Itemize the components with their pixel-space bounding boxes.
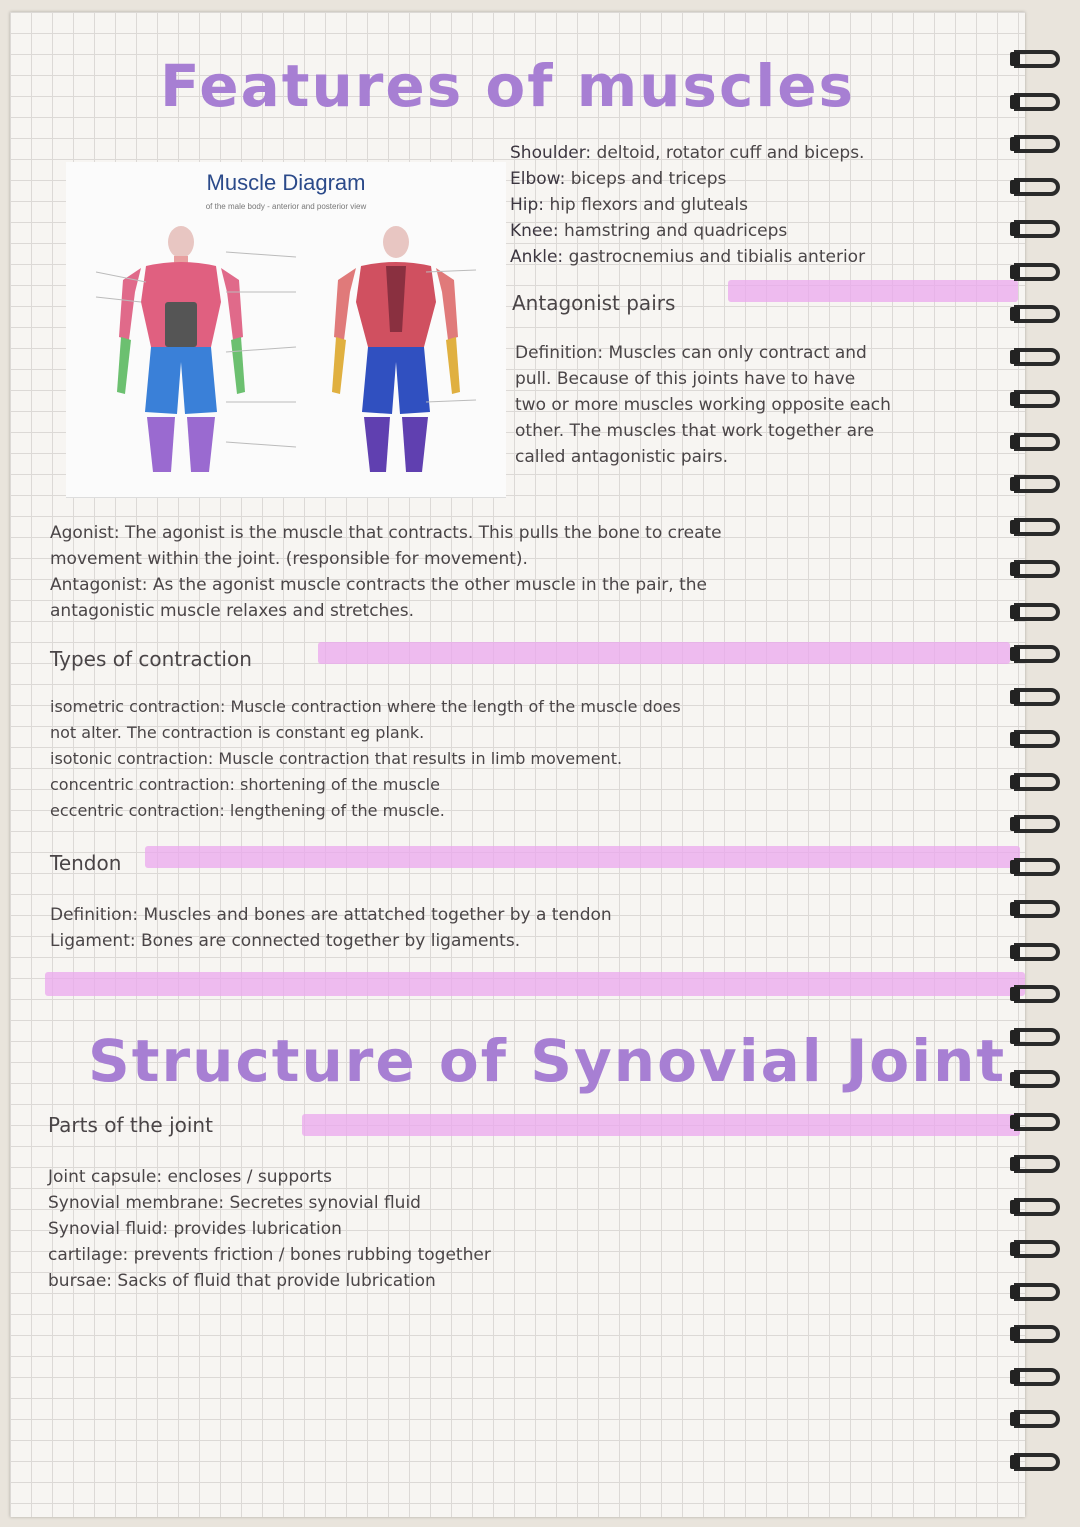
spiral-hole	[1010, 477, 1020, 491]
spiral-ring	[1014, 645, 1060, 663]
tendon-line: Definition: Muscles and bones are attatched together by a tendon	[50, 905, 612, 925]
spiral-hole	[1010, 350, 1020, 364]
definition-line: called antagonistic pairs.	[515, 447, 729, 467]
spiral-hole	[1010, 647, 1020, 661]
muscle-diagram	[66, 162, 506, 498]
joint-item-ankle: Ankle: gastrocnemius and tibialis anterior	[510, 247, 866, 267]
joint-item-hip: Hip: hip flexors and gluteals	[510, 195, 748, 215]
spiral-hole	[1010, 392, 1020, 406]
contraction-line: isometric contraction: Muscle contraction where the length of the muscle does	[50, 697, 681, 716]
spiral-ring	[1014, 943, 1060, 961]
posterior-figure	[332, 226, 460, 472]
tendon-heading: Tendon	[50, 851, 122, 875]
spiral-ring	[1014, 900, 1060, 918]
agonist-line: movement within the joint. (responsible for movement).	[50, 549, 528, 569]
spiral-hole	[1010, 860, 1020, 874]
contraction-line: concentric contraction: shortening of the muscle	[50, 775, 440, 794]
spiral-ring	[1014, 178, 1060, 196]
section-title: Structure of Synovial Joint	[88, 1027, 1007, 1095]
spiral-hole	[1010, 562, 1020, 576]
contraction-line: isotonic contraction: Muscle contraction that results in limb movement.	[50, 749, 623, 768]
spiral-ring	[1014, 773, 1060, 791]
muscle-figures	[66, 162, 506, 497]
spiral-hole	[1010, 1115, 1020, 1129]
joint-item-elbow: Elbow: biceps and triceps	[510, 169, 727, 189]
highlight-antagonist	[728, 280, 1018, 302]
spiral-hole	[1010, 605, 1020, 619]
spiral-hole	[1010, 987, 1020, 1001]
spiral-ring	[1014, 1155, 1060, 1173]
spiral-hole	[1010, 1412, 1020, 1426]
definition-line: Definition: Muscles can only contract and	[515, 343, 867, 363]
spiral-hole	[1010, 732, 1020, 746]
highlight-types	[318, 642, 1010, 664]
spiral-ring	[1014, 50, 1060, 68]
spiral-hole	[1010, 180, 1020, 194]
notebook-page	[10, 12, 1025, 1517]
spiral-ring	[1014, 560, 1060, 578]
spiral-hole	[1010, 1030, 1020, 1044]
spiral-ring	[1014, 985, 1060, 1003]
spiral-hole	[1010, 265, 1020, 279]
spiral-hole	[1010, 817, 1020, 831]
tendon-line: Ligament: Bones are connected together by ligaments.	[50, 931, 521, 951]
diagram-subtitle: of the male body - anterior and posterior view	[205, 202, 367, 211]
agonist-line: Agonist: The agonist is the muscle that contracts. This pulls the bone to create	[50, 523, 722, 543]
joint-item-knee: Knee: hamstring and quadriceps	[510, 221, 788, 241]
spiral-hole	[1010, 1157, 1020, 1171]
spiral-ring	[1014, 1325, 1060, 1343]
spiral-ring	[1014, 1368, 1060, 1386]
spiral-ring	[1014, 390, 1060, 408]
spiral-ring	[1014, 1198, 1060, 1216]
spiral-ring	[1014, 815, 1060, 833]
spiral-ring	[1014, 1113, 1060, 1131]
agonist-antagonist-notes	[50, 520, 722, 624]
spiral-hole	[1010, 945, 1020, 959]
contraction-line: eccentric contraction: lengthening of the muscle.	[50, 801, 445, 820]
spiral-hole	[1010, 1370, 1020, 1384]
spiral-hole	[1010, 307, 1020, 321]
antagonist-heading: Antagonist pairs	[512, 291, 676, 315]
spiral-ring	[1014, 1240, 1060, 1258]
spiral-binding	[1014, 50, 1074, 1510]
spiral-hole	[1010, 1200, 1020, 1214]
spiral-ring	[1014, 1283, 1060, 1301]
highlight-tendon	[145, 846, 1020, 868]
spiral-ring	[1014, 433, 1060, 451]
spiral-hole	[1010, 435, 1020, 449]
antagonist-line: antagonistic muscle relaxes and stretches.	[50, 601, 415, 621]
definition-line: pull. Because of this joints have to have	[515, 369, 856, 389]
spiral-ring	[1014, 688, 1060, 706]
joint-part-line: Synovial fluid: provides lubrication	[48, 1219, 342, 1239]
antagonist-definition	[515, 340, 891, 470]
antagonist-line: Antagonist: As the agonist muscle contracts the other muscle in the pair, the	[50, 575, 707, 595]
parts-heading: Parts of the joint	[48, 1113, 213, 1137]
spiral-ring	[1014, 263, 1060, 281]
spiral-hole	[1010, 902, 1020, 916]
spiral-ring	[1014, 348, 1060, 366]
spiral-ring	[1014, 135, 1060, 153]
spiral-ring	[1014, 518, 1060, 536]
spiral-ring	[1014, 93, 1060, 111]
definition-line: other. The muscles that work together are	[515, 421, 875, 441]
spiral-hole	[1010, 520, 1020, 534]
spiral-ring	[1014, 475, 1060, 493]
spiral-ring	[1014, 858, 1060, 876]
page-title: Features of muscles	[160, 52, 856, 120]
spiral-ring	[1014, 603, 1060, 621]
spiral-ring	[1014, 1453, 1060, 1471]
spiral-hole	[1010, 1285, 1020, 1299]
spiral-ring	[1014, 220, 1060, 238]
spiral-hole	[1010, 690, 1020, 704]
spiral-ring	[1014, 730, 1060, 748]
section-divider	[45, 972, 1025, 996]
diagram-title: Muscle Diagram	[206, 170, 366, 195]
spiral-hole	[1010, 95, 1020, 109]
contraction-types	[50, 694, 681, 824]
spiral-ring	[1014, 1410, 1060, 1428]
spiral-hole	[1010, 137, 1020, 151]
spiral-hole	[1010, 52, 1020, 66]
definition-line: two or more muscles working opposite each	[515, 395, 891, 415]
spiral-hole	[1010, 775, 1020, 789]
types-heading: Types of contraction	[50, 647, 252, 671]
joint-part-line: Synovial membrane: Secretes synovial fluid	[48, 1193, 421, 1213]
joint-part-line: Joint capsule: encloses / supports	[48, 1167, 333, 1187]
spiral-hole	[1010, 1072, 1020, 1086]
spiral-ring	[1014, 305, 1060, 323]
highlight-parts	[302, 1114, 1020, 1136]
contraction-line: not alter. The contraction is constant eg plank.	[50, 723, 425, 742]
spiral-ring	[1014, 1070, 1060, 1088]
spiral-hole	[1010, 222, 1020, 236]
joint-muscle-list	[510, 140, 865, 270]
joint-parts-list	[48, 1164, 491, 1294]
joint-item-shoulder: Shoulder: deltoid, rotator cuff and biceps.	[510, 143, 865, 163]
spiral-hole	[1010, 1327, 1020, 1341]
joint-part-line: cartilage: prevents friction / bones rubbing together	[48, 1245, 491, 1265]
spiral-ring	[1014, 1028, 1060, 1046]
tendon-notes	[50, 902, 612, 954]
spiral-hole	[1010, 1242, 1020, 1256]
spiral-hole	[1010, 1455, 1020, 1469]
anterior-figure	[117, 226, 245, 472]
joint-part-line: bursae: Sacks of fluid that provide lubrication	[48, 1271, 436, 1291]
